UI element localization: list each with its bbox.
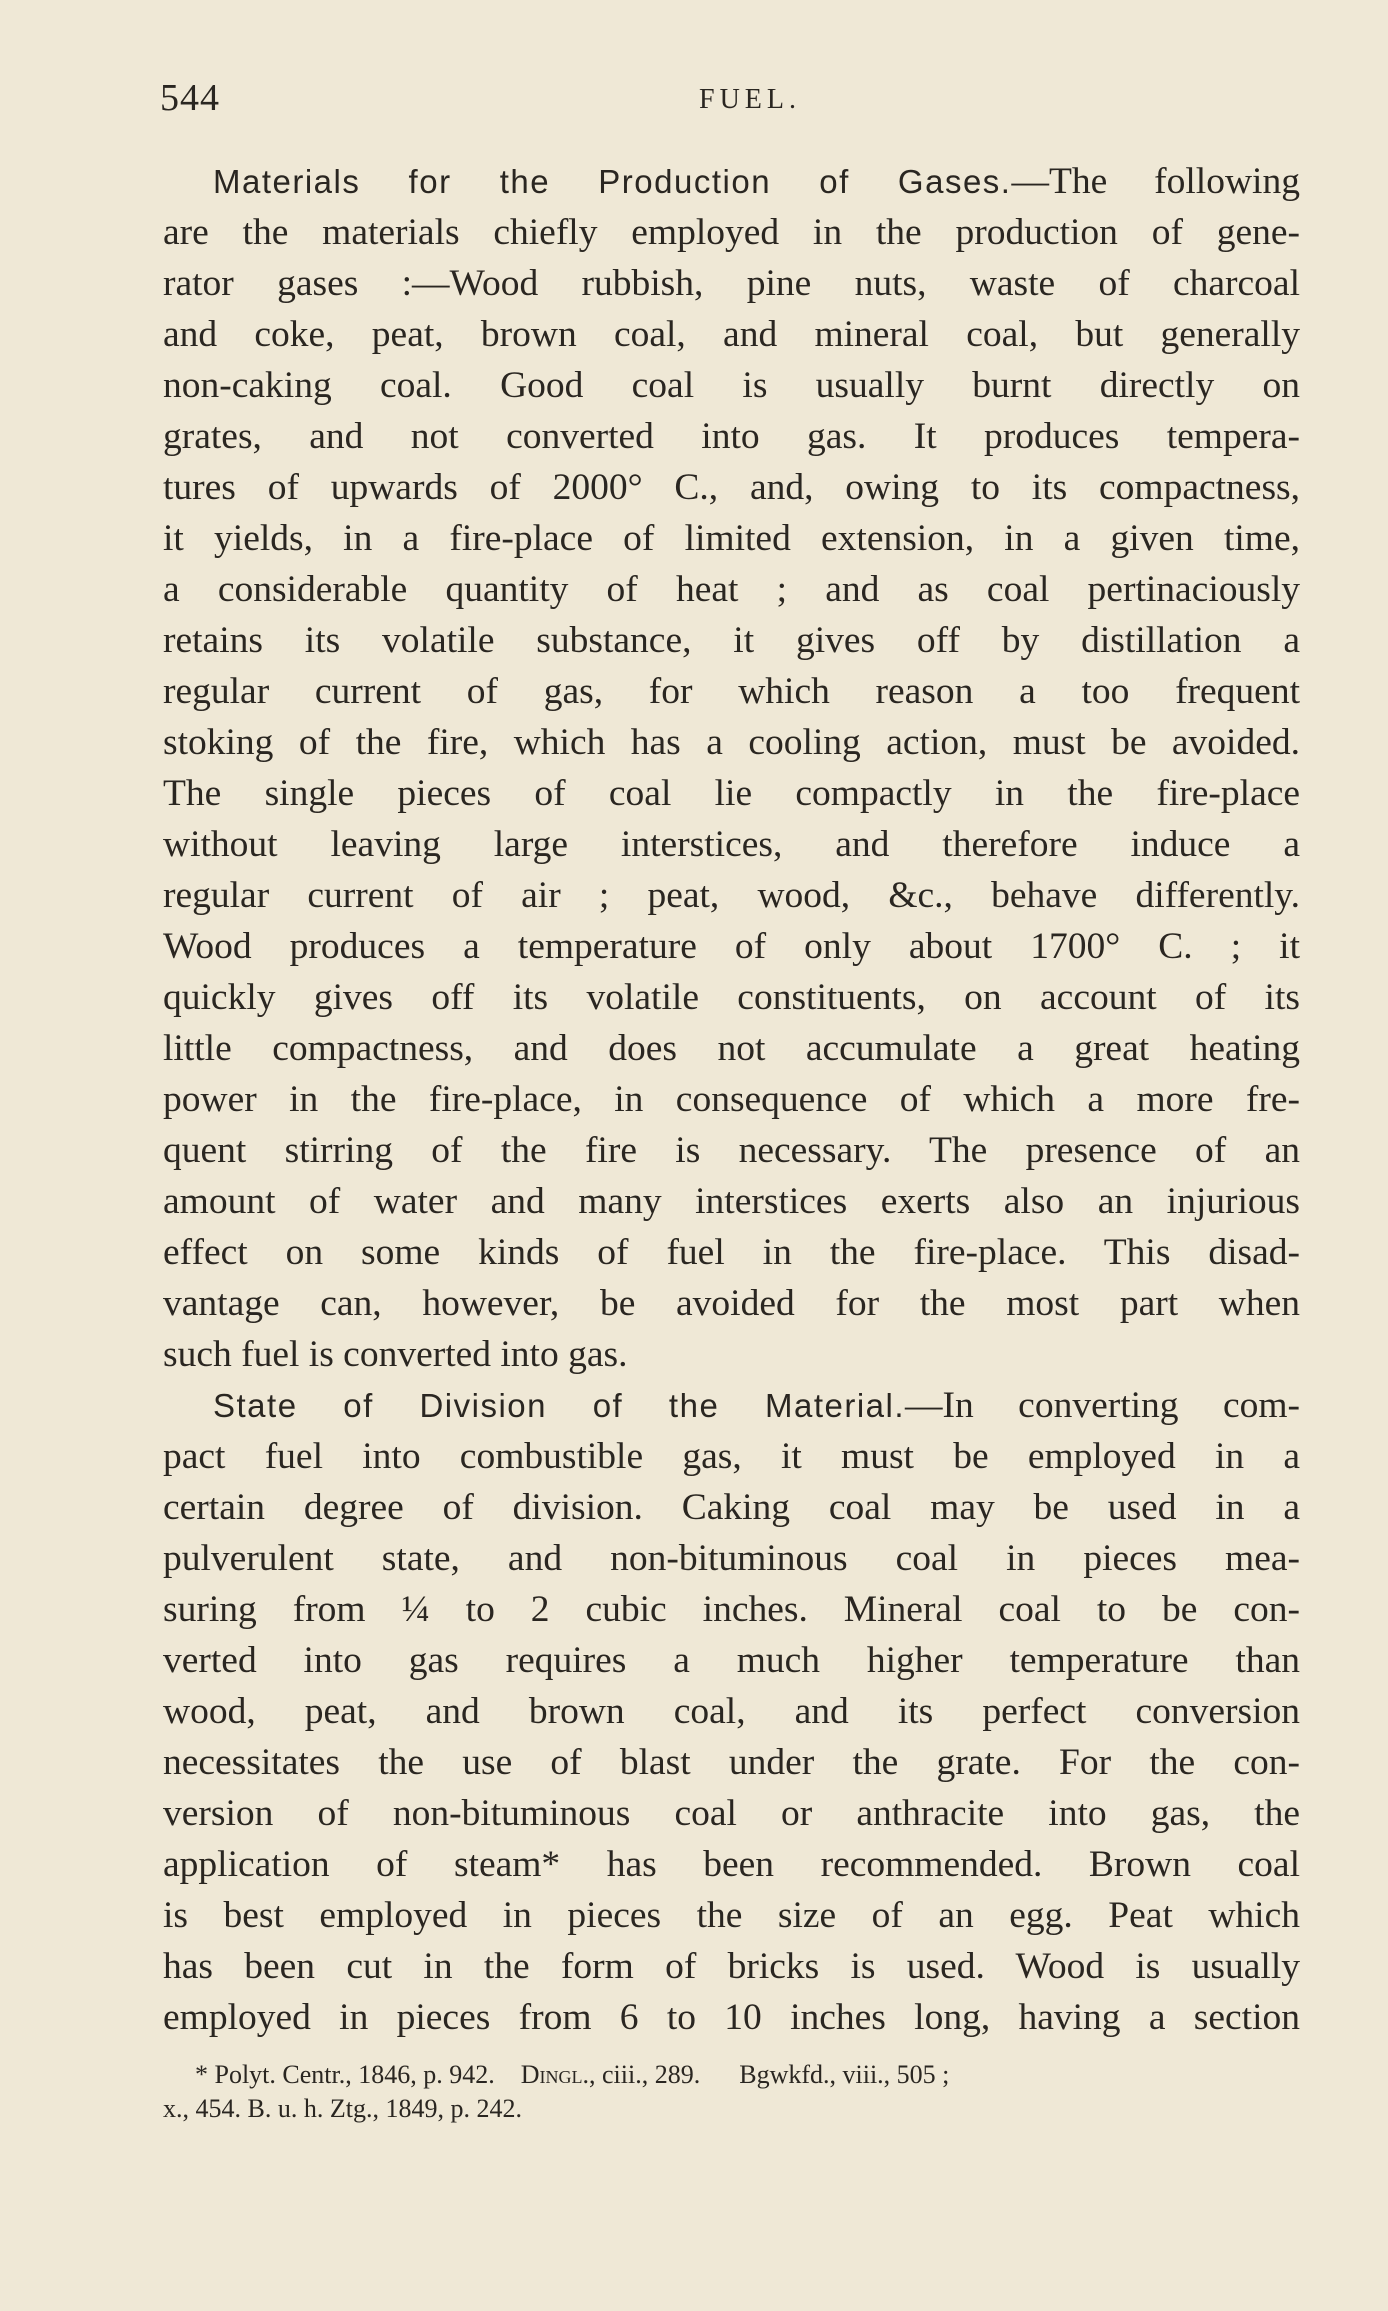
text-line: without leaving large interstices, and therefore induce a [163, 824, 1300, 865]
text-line: quent stirring of the fire is necessary. The presence of an [163, 1130, 1300, 1171]
text-line: a considerable quantity of heat ; and as coal pertinaciously [163, 569, 1300, 610]
text-line: non-caking coal. Good coal is usually burnt directly on [163, 365, 1300, 406]
text-line: power in the fire-place, in consequence of which a more fre- [163, 1079, 1300, 1120]
text-line: version of non-bituminous coal or anthracite into gas, the [163, 1793, 1300, 1834]
text-line: it yields, in a fire-place of limited extension, in a given time, [163, 518, 1300, 559]
footnote-ref-dingl: Dingl. [520, 2060, 590, 2089]
text-line: employed in pieces from 6 to 10 inches long, having a section [163, 1997, 1300, 2038]
text-line: pact fuel into combustible gas, it must be employed in a [163, 1436, 1300, 1477]
text-line: necessitates the use of blast under the grate. For the con- [163, 1742, 1300, 1783]
text-line: are the materials chiefly employed in the production of gene- [163, 212, 1300, 253]
text-line: grates, and not converted into gas. It produces tempera- [163, 416, 1300, 457]
text-line: certain degree of division. Caking coal may be used in a [163, 1487, 1300, 1528]
text-line: —In converting com- [905, 1385, 1300, 1426]
text-line: pulverulent state, and non-bituminous coal in pieces mea- [163, 1538, 1300, 1579]
text-line: regular current of gas, for which reason a too frequent [163, 671, 1300, 712]
text-line: rator gases :—Wood rubbish, pine nuts, waste of charcoal [163, 263, 1300, 304]
body-text [163, 156, 1300, 2043]
text-line: suring from ¼ to 2 cubic inches. Mineral coal to be con- [163, 1589, 1300, 1630]
footnote-line [163, 2058, 1300, 2092]
page-number: 544 [160, 77, 220, 119]
text-line: vantage can, however, be avoided for the most part when [163, 1283, 1300, 1324]
footnotes [163, 2058, 1300, 2126]
text-line: quickly gives off its volatile constituents, on account of its [163, 977, 1300, 1018]
text-line: regular current of air ; peat, wood, &c., behave differently. [163, 875, 1300, 916]
text-line: Wood produces a temperature of only about 1700° C. ; it [163, 926, 1300, 967]
section-heading-line [163, 1380, 1300, 1431]
footnote-ref: , ciii., 289. [589, 2060, 701, 2089]
text-line: effect on some kinds of fuel in the fire-place. This disad- [163, 1232, 1300, 1273]
text-line: —The following [1011, 161, 1300, 202]
text-line: has been cut in the form of bricks is used. Wood is usually [163, 1946, 1300, 1987]
footnote-marker: * [195, 2060, 208, 2089]
text-line: wood, peat, and brown coal, and its perfect conversion [163, 1691, 1300, 1732]
text-line: verted into gas requires a much higher temperature than [163, 1640, 1300, 1681]
text-line: such fuel is converted into gas. [163, 1334, 628, 1375]
running-title: FUEL. [699, 84, 801, 115]
text-line: The single pieces of coal lie compactly in the fire-place [163, 773, 1300, 814]
section-heading-line [163, 156, 1300, 207]
text-line: little compactness, and does not accumulate a great heating [163, 1028, 1300, 1069]
text-line: is best employed in pieces the size of an egg. Peat which [163, 1895, 1300, 1936]
footnote-ref: Bgwkfd., viii., 505 ; [739, 2060, 950, 2089]
text-line: tures of upwards of 2000° C., and, owing to its compactness, [163, 467, 1300, 508]
section-heading-division: State of Division of the Material. [213, 1387, 906, 1424]
footnote-ref: Polyt. Centr., 1846, p. 942. [214, 2060, 495, 2089]
section-heading-materials: Materials for the Production of Gases. [213, 163, 1012, 200]
text-line: retains its volatile substance, it gives off by distillation a [163, 620, 1300, 661]
text-line: stoking of the fire, which has a cooling action, must be avoided. [163, 722, 1300, 763]
page-header [160, 76, 1300, 126]
footnote-line: x., 454. B. u. h. Ztg., 1849, p. 242. [163, 2094, 522, 2123]
text-line: application of steam* has been recommended. Brown coal [163, 1844, 1300, 1885]
text-line: and coke, peat, brown coal, and mineral coal, but generally [163, 314, 1300, 355]
text-line: amount of water and many interstices exerts also an injurious [163, 1181, 1300, 1222]
